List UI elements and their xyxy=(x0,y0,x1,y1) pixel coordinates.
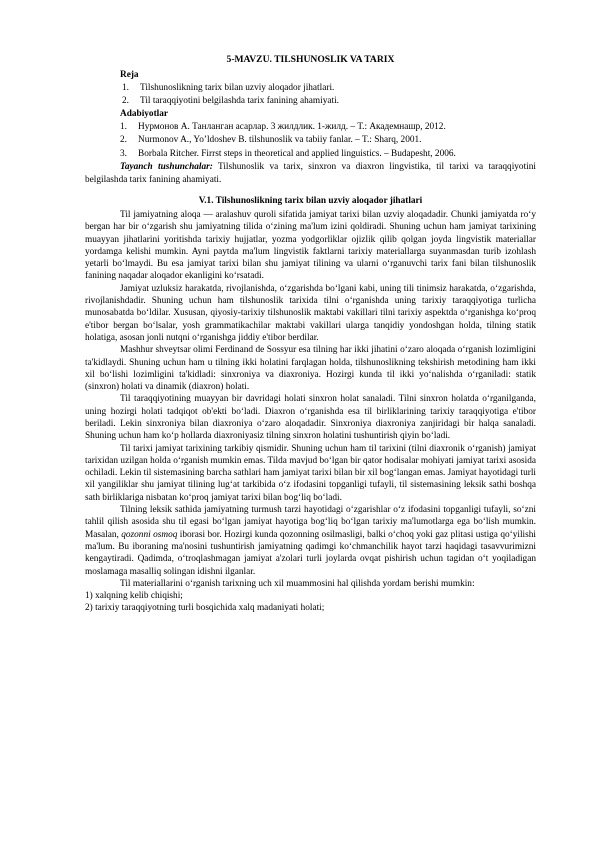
list-line: 2) tarixiy taraqqiyotning turli bosqichida xalq madaniyati holati; xyxy=(85,603,325,614)
list-line: 1) xalqning kelib chiqishi; xyxy=(85,591,183,602)
paragraph: Mashhur shveytsar olimi Ferdinand de Sossyur esa tilning har ikki jihatini o‘zaro aloqada o‘rganish lozimligini ta'kidlaydi. Shuning uchun ham u tilning ikki holatini farqlagan holda, tilshunoslikning tekshirish metodining ham ikki xil bo‘lishi lozimligini ta'kidladi: sinxroniya va diaxroniya. Hozirgi kunda til ikki yo‘nalishda o‘rganiladi: statik (sinxron) holati va dinamik (diaxron) holati. xyxy=(85,345,536,393)
reja-list xyxy=(85,82,536,108)
list-item: 1. Нурмонов А. Танланган асарлар. 3 жилдлик. 1-жилд. – Т.: Академнашр, 2012. xyxy=(120,122,446,133)
paragraph: Til jamiyatning aloqa — aralashuv quroli sifatida jamiyat tarixi bilan uzviy aloqadadir. Chunki jamiyatda ro‘y bergan har bir o‘zgarish shu jamiyatning tilida o‘zining ma'lum izini qoldiradi. Shuning uchun ham jamiyat tarixining muayyan jihatlarini yoritishda tarixiy hujjatlar, yozma yodgorliklar ojizlik qilib qolgan joyda lingvistik materiallar yordamga kelishi mumkin. Ayni paytda ma'lum lingvistik faktlarni tarixiy materiallarga suyanmasdan turib izohlash yetarli bo‘lmaydi. Bu esa jamiyat tarixi bilan shu jamiyat tilining va ularni o‘rganuvchi tarix fani bilan tilshunoslik fanining naqadar aloqador ekanligini ko‘rsatadi. xyxy=(85,209,536,282)
adabiyotlar-list xyxy=(85,121,536,160)
list-item: 1. Tilshunoslikning tarix bilan uzviy aloqador jihatlari. xyxy=(122,83,335,94)
example-phrase: qozonni osmoq xyxy=(121,529,178,540)
key-concepts-label: Tayanch tushunchalar: xyxy=(120,161,213,172)
key-concepts-text: Tilshunoslik va tarix, sinxron va diaxron lingvistika, til tarixi va taraqqiyotini belgilashda tarix fanining ahamiyati. xyxy=(85,161,536,185)
list-item: 2. Til taraqqiyotini belgilashda tarix fanining ahamiyati. xyxy=(122,96,339,107)
reja-heading: Reja xyxy=(120,70,139,80)
paragraph: Tilning leksik sathida jamiyatning turmush tarzi hayotidagi o‘zgarishlar o‘z ifodasini topganligi tufayli, so‘zni tahlil qilish asosida shu til egasi bo‘lgan jamiyat hayotiga bog‘liq bo‘lgan tarixiy ma'lumotlarga ega bo‘lish mumkin. Masalan, qozonni osmoq iborasi bor. Hozirgi kunda qozonning osilmasligi, balki o‘choq yoki gaz plitasi ustiga qo‘yilishi ma'lum. Bu iboraning ma'nosini tushuntirish jamiyatning qadimgi ko‘chmanchilik hayot tarzi haqidagi tasavvurimizni kengaytiradi. Qadimda, o‘troqlashmagan jamiyat a'zolari turli joylarda ovqat pishirish uchun tagidan o‘t yoqiladigan moslamaga masalliq solingan idishni ilganlar. xyxy=(85,505,536,577)
paragraph: Til tarixi jamiyat tarixining tarkibiy qismidir. Shuning uchun ham til tarixini (tilni diaxronik o‘rganish) jamiyat tarixidan uzilgan holda o‘rganish mumkin emas. Tilda mavjud bo‘lgan bir qator hodisalar mohiyati jamiyat tarixi asosida ochiladi. Lekin til sistemasining barcha sathlari ham jamiyat tarixi bilan bir xil bog‘langan emas. Jamiyat hayotidagi turli xil yangiliklar shu jamiyat tilining lug‘at tarkibida o‘z ifodasini topganligi tufayli, til sistemasining leksik sathi boshqa sath birliklariga nisbatan ko‘proq jamiyat tarixi bilan bog‘liq bo‘ladi. xyxy=(85,443,536,503)
paragraph: Til taraqqiyotining muayyan bir davridagi holati sinxron holat sanaladi. Tilni sinxron holatda o‘rganilganda, uning hozirgi holati tadqiqot ob'ekti bo‘ladi. Diaxron o‘rganishda esa til birliklarining tarixiy taraqqiyotiga e'tibor beriladi. Lekin sinxroniya bilan diaxroniya o‘zaro aloqadadir. Sinxroniya diaxroniya zanjiridagi bir halqa sanaladi. Shuning uchun ham ko‘p hollarda diaxroniyasiz tilning sinxron holatini tushuntirish qiyin bo‘ladi. xyxy=(85,394,536,442)
list-item: 3. Borbala Ritcher. Firrst steps in theoretical and applied linguistics. – Budapesht, 2006. xyxy=(120,148,456,159)
adabiyotlar-heading: Adabiyotlar xyxy=(120,109,169,120)
section-title: V.1. Tilshunoslikning tarix bilan uzviy aloqador jihatlari xyxy=(198,195,423,206)
paragraph: Til materiallarini o‘rganish tarixning uch xil muammosini hal qilishda yordam berishi mumkin: xyxy=(120,578,475,589)
paragraph: Jamiyat uzluksiz harakatda, rivojlanishda, o‘zgarishda bo‘lgani kabi, uning tili tinimsiz harakatda, o‘zgarishda, rivojlanishdadir. Shuning uchun ham tilshunoslik tarixida tilni o‘rganishda uning tarixiy taraqqiyotiga turlicha munosabatda bo‘ldilar. Xususan, qiyosiy-tarixiy tilshunoslik maktabi vakillari tilni tarixiy aspektda o‘rganishga ko‘proq e'tibor bergan bo‘lsalar, yosh grammatikachilar maktabi vakillari ularga tanqidiy yondoshgan holda, tilning statik holatiga, asosan jonli nutqni o‘rganishga jiddiy e'tibor berdilar. xyxy=(85,283,536,343)
list-item: 2. Nurmonov A., Yo’ldoshev B. tilshunoslik va tabiiy fanlar. – T.: Sharq, 2001. xyxy=(120,135,422,146)
key-concepts xyxy=(85,161,536,187)
page-title: 5-MAVZU. TILSHUNOSLIK VA TARIX xyxy=(226,54,395,65)
